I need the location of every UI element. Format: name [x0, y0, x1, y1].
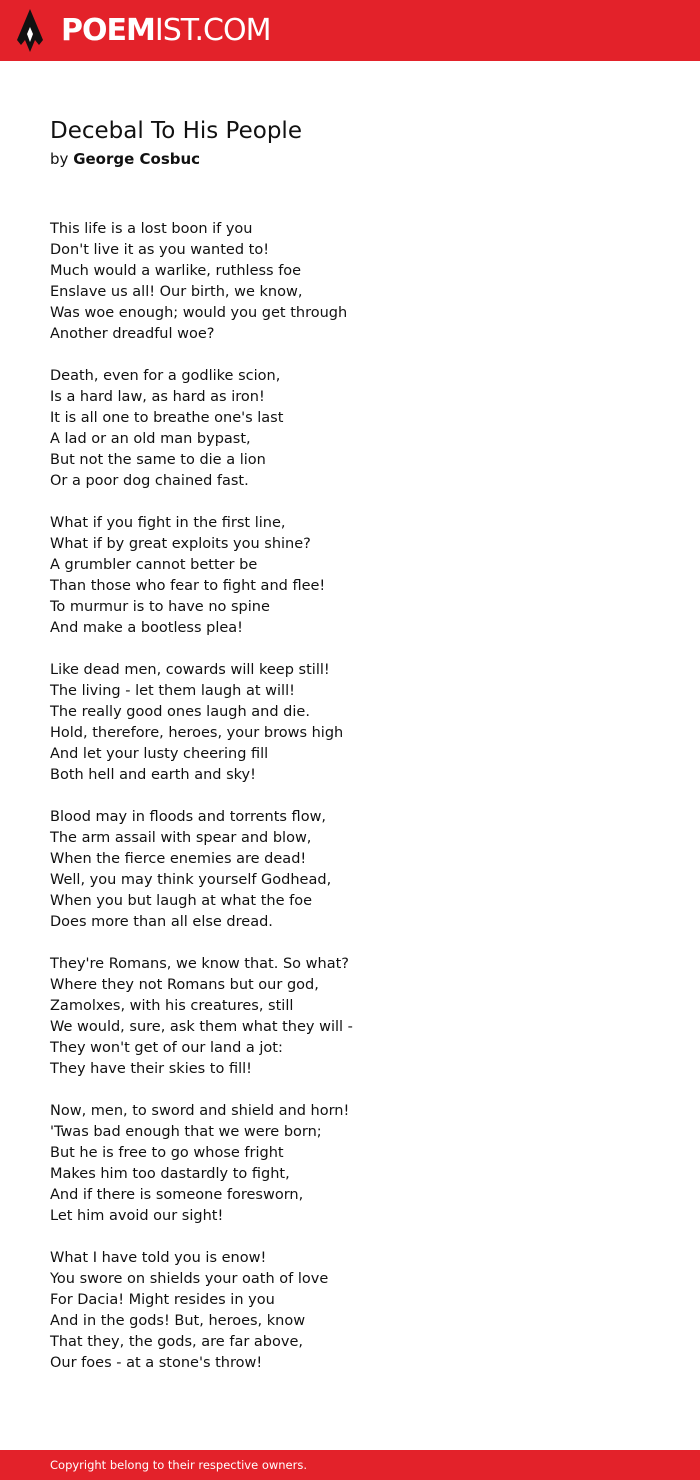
poem-line: But he is free to go whose fright [50, 1145, 284, 1161]
poem-line: They're Romans, we know that. So what? [50, 956, 349, 972]
poem-line: What if you fight in the first line, [50, 515, 286, 531]
site-footer [0, 1450, 700, 1480]
poem-line: Blood may in floods and torrents flow, [50, 809, 327, 825]
poem-line: A grumbler cannot better be [50, 557, 258, 573]
poem-line: This life is a lost boon if you [50, 221, 253, 237]
poem-line: Than those who fear to fight and flee! [50, 578, 326, 594]
poem-line: Or a poor dog chained fast. [50, 473, 249, 489]
poem-line: Is a hard law, as hard as iron! [50, 389, 265, 405]
poem-line: It is all one to breathe one's last [50, 410, 284, 426]
poem-line: Like dead men, cowards will keep still! [50, 662, 330, 678]
poem-line: Both hell and earth and sky! [50, 767, 256, 783]
poem-line: That they, the gods, are far above, [50, 1334, 303, 1350]
poem-line: What I have told you is enow! [50, 1250, 267, 1266]
poem-line: And in the gods! But, heroes, know [50, 1313, 306, 1329]
site-logo[interactable] [61, 12, 270, 50]
poem-line: What if by great exploits you shine? [50, 536, 311, 552]
stanza [50, 1248, 650, 1374]
poem-line: Where they not Romans but our god, [50, 977, 319, 993]
stanza [50, 954, 650, 1080]
poem-line: When the fierce enemies are dead! [50, 851, 307, 867]
poem-title: Decebal To His People [50, 118, 302, 144]
poem-line: Makes him too dastardly to fight, [50, 1166, 290, 1182]
poem-line: A lad or an old man bypast, [50, 431, 251, 447]
stanza [50, 366, 650, 492]
poem-line: Death, even for a godlike scion, [50, 368, 281, 384]
poem-line: Now, men, to sword and shield and horn! [50, 1103, 350, 1119]
poem-body [50, 219, 650, 1395]
byline-prefix: by [50, 150, 69, 168]
logo-bold-text: POEM [61, 13, 155, 48]
poem-line: Enslave us all! Our birth, we know, [50, 284, 303, 300]
poem-line: Much would a warlike, ruthless foe [50, 263, 302, 279]
poem-line: Our foes - at a stone's throw! [50, 1355, 263, 1371]
stanza [50, 219, 650, 345]
poem-line: Don't live it as you wanted to! [50, 242, 270, 258]
poem-line: And let your lusty cheering fill [50, 746, 269, 762]
poem-line: You swore on shields your oath of love [50, 1271, 329, 1287]
poem-line: But not the same to die a lion [50, 452, 266, 468]
poem-line: Does more than all else dread. [50, 914, 273, 930]
poem-line: To murmur is to have no spine [50, 599, 270, 615]
poem-line: They have their skies to fill! [50, 1061, 252, 1077]
logo-light-text: IST.COM [154, 13, 271, 48]
stanza [50, 660, 650, 786]
poem-line: The living - let them laugh at will! [50, 683, 295, 699]
poem-line: Was woe enough; would you get through [50, 305, 348, 321]
poem-line: When you but laugh at what the foe [50, 893, 313, 909]
poem-line: Another dreadful woe? [50, 326, 215, 342]
site-header [0, 0, 700, 61]
poem-line: Zamolxes, with his creatures, still [50, 998, 294, 1014]
stanza [50, 807, 650, 933]
stanza [50, 1101, 650, 1227]
poem-line: For Dacia! Might resides in you [50, 1292, 275, 1308]
poem-line: And make a bootless plea! [50, 620, 243, 636]
poem-line: Well, you may think yourself Godhead, [50, 872, 332, 888]
poem-line: The really good ones laugh and die. [50, 704, 310, 720]
poem-line: 'Twas bad enough that we were born; [50, 1124, 322, 1140]
poem-line: They won't get of our land a jot: [50, 1040, 283, 1056]
poem-line: And if there is someone foresworn, [50, 1187, 304, 1203]
poem-line: The arm assail with spear and blow, [50, 830, 312, 846]
poem-line: Let him avoid our sight! [50, 1208, 224, 1224]
poem-line: We would, sure, ask them what they will - [50, 1019, 353, 1035]
byline [50, 149, 200, 169]
stanza [50, 513, 650, 639]
copyright-text: Copyright belong to their respective owners. [50, 1458, 308, 1472]
pencil-nib-icon[interactable] [17, 9, 43, 52]
author-name: George Cosbuc [73, 150, 201, 168]
poem-line: Hold, therefore, heroes, your brows high [50, 725, 344, 741]
